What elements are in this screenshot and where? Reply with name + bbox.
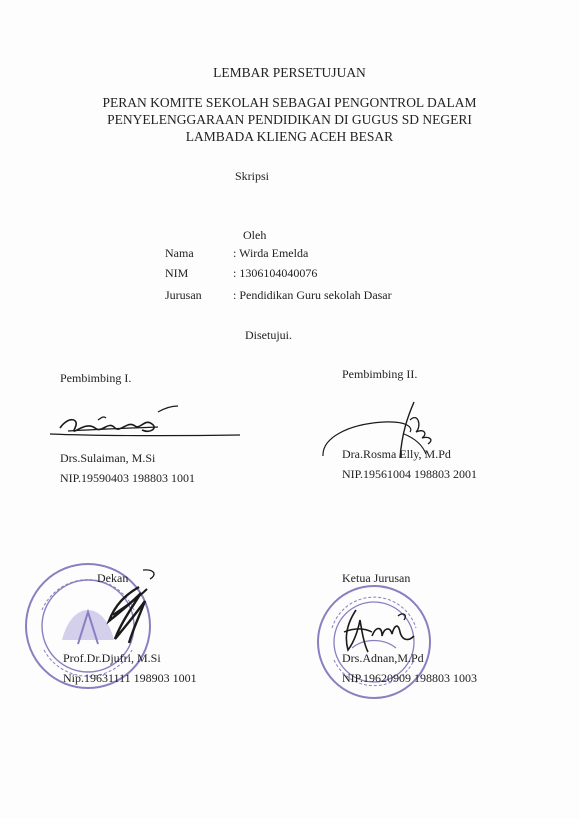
advisor1-role: Pembimbing I.: [60, 371, 132, 385]
nim-value: : 1306104040076: [233, 266, 318, 280]
advisor1-nip: NIP.19590403 198803 1001: [60, 471, 196, 485]
approved-label: Disetujui.: [245, 328, 292, 342]
page-heading: LEMBAR PERSETUJUAN: [213, 65, 366, 80]
name-label: Nama: [165, 246, 194, 260]
major-label: Jurusan: [165, 288, 202, 302]
by-label: Oleh: [243, 228, 267, 242]
advisor2-nip: NIP.19561004 198803 2001: [342, 467, 478, 481]
thesis-title-line-2: PENYELENGGARAAN PENDIDIKAN DI GUGUS SD NEGERI: [107, 112, 472, 127]
dean-name: Prof.Dr.Djufri, M.Si: [63, 651, 161, 665]
thesis-title-line-1: PERAN KOMITE SEKOLAH SEBAGAI PENGONTROL DALAM: [102, 95, 477, 110]
dean-nip: Nip.19631111 198903 1001: [63, 671, 197, 685]
nim-label: NIM: [165, 266, 189, 280]
head-of-dept-role: Ketua Jurusan: [342, 571, 411, 585]
major-value: : Pendidikan Guru sekolah Dasar: [233, 288, 392, 302]
head-of-dept-name: Drs.Adnan,M.Pd: [342, 651, 424, 665]
dean-role: Dekan: [97, 571, 129, 585]
advisor1-signature: [40, 398, 245, 448]
advisor2-name: Dra.Rosma Elly, M.Pd: [342, 447, 451, 461]
head-of-dept-nip: NIP.19620909 198803 1003: [342, 671, 478, 685]
thesis-title-line-3: LAMBADA KLIENG ACEH BESAR: [185, 129, 394, 144]
name-value: : Wirda Emelda: [233, 246, 309, 260]
document-type: Skripsi: [235, 169, 270, 183]
advisor2-role: Pembimbing II.: [342, 367, 418, 381]
advisor1-name: Drs.Sulaiman, M.Si: [60, 451, 156, 465]
